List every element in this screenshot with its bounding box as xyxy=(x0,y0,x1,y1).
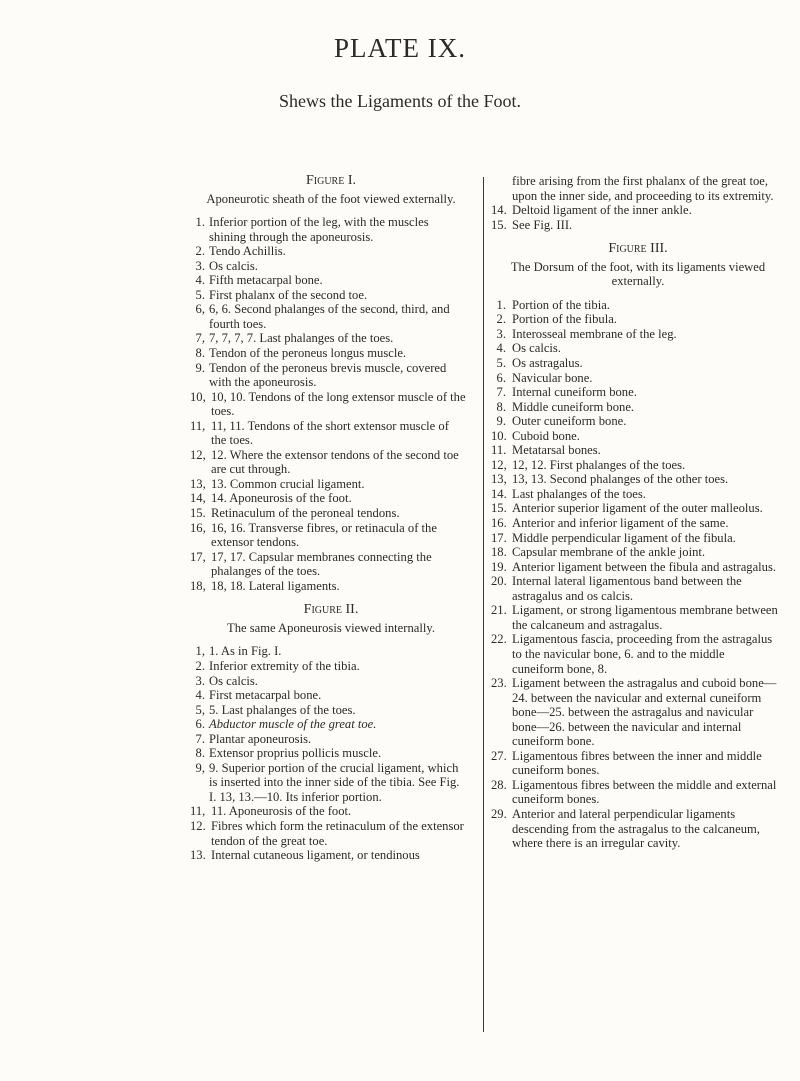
list-item: 14. Last phalanges of the toes. xyxy=(491,486,646,501)
list-item: 14. Deltoid ligament of the inner ankle. xyxy=(491,203,692,218)
list-item: 20. Internal lateral ligamentous band between the astragalus and os calcis. xyxy=(491,574,742,603)
list-item: 6. Navicular bone. xyxy=(496,370,593,385)
list-item: 2. Inferior extremity of the tibia. xyxy=(195,658,360,673)
list-item: 11. Metatarsal bones. xyxy=(491,443,601,458)
list-item: 13. Internal cutaneous ligament, or tendinous xyxy=(190,848,420,863)
figure-2-list xyxy=(190,644,466,863)
list-item: 14, 14. Aponeurosis of the foot. xyxy=(190,491,352,506)
list-item: 5. Os astragalus. xyxy=(496,356,583,371)
list-item: 3. Os calcis. xyxy=(195,673,258,688)
list-item: 8. Tendon of the peroneus longus muscle. xyxy=(195,346,407,361)
column-divider xyxy=(483,177,484,1032)
list-item: 4. Os calcis. xyxy=(496,341,561,356)
list-item: 15. See Fig. III. xyxy=(491,217,573,232)
list-item: 4. Fifth metacarpal bone. xyxy=(195,273,323,288)
list-item: 6. Abductor muscle of the great toe. xyxy=(195,717,377,732)
list-item: 1. Portion of the tibia. xyxy=(496,297,610,312)
list-item: 10, 10, 10. Tendons of the long extensor muscle of the toes. xyxy=(190,389,466,419)
list-item: 2. Portion of the fibula. xyxy=(496,312,617,327)
figure-3-list xyxy=(491,297,779,851)
list-item: 7. Internal cuneiform bone. xyxy=(496,385,637,400)
figure-2-heading: Figure II. xyxy=(303,602,359,618)
list-item: 13, 13, 13. Second phalanges of the other toes. xyxy=(491,472,729,487)
list-item: 21. Ligament, or strong ligamentous membrane between the calcaneum and astragalus. xyxy=(491,603,778,632)
figure-2-description: The same Aponeurosis viewed internally. xyxy=(227,620,435,635)
list-item: 18. Capsular membrane of the ankle joint. xyxy=(491,545,706,560)
list-item: 27. Ligamentous fibres between the inner and middle cuneiform bones. xyxy=(491,748,762,778)
list-item: 12, 12, 12. First phalanges of the toes. xyxy=(491,457,686,472)
list-item: 23. Ligament between the astragalus and cuboid bone—24. between the navicular and external cuneiform bone—25. between the astragalus and navicular bone—26. between the navicular and internal cuneiform bone. xyxy=(491,676,777,749)
list-item: 7, 7, 7, 7, 7. Last phalanges of the toes. xyxy=(195,331,394,346)
list-item: 28. Ligamentous fibres between the middle and external cuneiform bones. xyxy=(491,777,777,807)
list-item: 1, 1. As in Fig. I. xyxy=(195,644,282,659)
list-item: 18, 18, 18. Lateral ligaments. xyxy=(190,578,340,593)
plate-title: PLATE IX. xyxy=(334,33,466,63)
list-item: 11, 11, 11. Tendons of the short extensor muscle of the toes. xyxy=(190,418,449,448)
list-item: 3. Interosseal membrane of the leg. xyxy=(496,326,677,341)
list-item: 12. Fibres which form the retinaculum of the extensor tendon of the great toe. xyxy=(190,818,464,848)
list-item: 5. First phalanx of the second toe. xyxy=(195,287,368,302)
plate-subtitle: Shews the Ligaments of the Foot. xyxy=(279,91,521,111)
list-item: 9. Outer cuneiform bone. xyxy=(496,414,627,429)
list-item: 2. Tendo Achillis. xyxy=(195,244,286,259)
figure-2-list-continued xyxy=(491,203,779,232)
list-item: 13, 13. Common crucial ligament. xyxy=(190,476,365,491)
figure-3-heading: Figure III. xyxy=(608,241,668,257)
list-item: 9. Tendon of the peroneus brevis muscle, covered with the aponeurosis. xyxy=(195,360,447,390)
list-item: 22. Ligamentous fascia, proceeding from the astragalus to the navicular bone, 6. and to the middle cuneiform bone, 8. xyxy=(491,632,773,676)
list-item: 15. Anterior superior ligament of the outer malleolus. xyxy=(491,501,763,516)
list-item: 29. Anterior and lateral perpendicular ligaments descending from the astragalus to the calcaneum, where there is an irregular cavity. xyxy=(491,806,760,851)
list-item: 5, 5. Last phalanges of the toes. xyxy=(195,702,356,717)
list-item: 17, 17, 17. Capsular membranes connecting the phalanges of the toes. xyxy=(190,549,432,579)
left-column xyxy=(190,173,466,863)
list-item: 16, 16, 16. Transverse fibres, or retinacula of the extensor tendons. xyxy=(190,520,437,550)
list-item: 12, 12. Where the extensor tendons of the second toe are cut through. xyxy=(190,447,459,477)
list-item: 9, 9. Superior portion of the crucial ligament, which is inserted into the inner side of the tibia. See Fig. I. 13, 13.—10. Its inferior portion. xyxy=(195,760,460,804)
list-item: 3. Os calcis. xyxy=(195,258,258,273)
list-item: 16. Anterior and inferior ligament of the same. xyxy=(491,516,729,531)
list-item: 7. Plantar aponeurosis. xyxy=(195,731,312,746)
list-item: 19. Anterior ligament between the fibula and astragalus. xyxy=(491,559,777,574)
list-item: 17. Middle perpendicular ligament of the fibula. xyxy=(491,530,736,545)
list-item: 15. Retinaculum of the peroneal tendons. xyxy=(190,506,400,521)
list-item: 11, 11. Aponeurosis of the foot. xyxy=(190,804,352,819)
list-item: 8. Middle cuneiform bone. xyxy=(496,399,635,414)
right-column xyxy=(491,174,779,851)
list-item: 10. Cuboid bone. xyxy=(491,428,580,443)
list-item: 1. Inferior portion of the leg, with the muscles shining through the aponeurosis. xyxy=(195,215,429,244)
list-item: 8. Extensor proprius pollicis muscle. xyxy=(195,746,382,761)
figure-1-description: Aponeurotic sheath of the foot viewed externally. xyxy=(206,191,456,206)
figure-3-description: The Dorsum of the foot, with its ligaments viewed externally. xyxy=(510,259,766,289)
list-item: 6, 6, 6. Second phalanges of the second, third, and fourth toes. xyxy=(195,302,450,331)
list-item: 4. First metacarpal bone. xyxy=(195,688,322,703)
figure-1-heading: Figure I. xyxy=(306,173,356,188)
figure-1-list xyxy=(190,215,466,593)
continuation-text: fibre arising from the first phalanx of the great toe, upon the inner side, and proceeding to its extremity. xyxy=(512,174,774,203)
